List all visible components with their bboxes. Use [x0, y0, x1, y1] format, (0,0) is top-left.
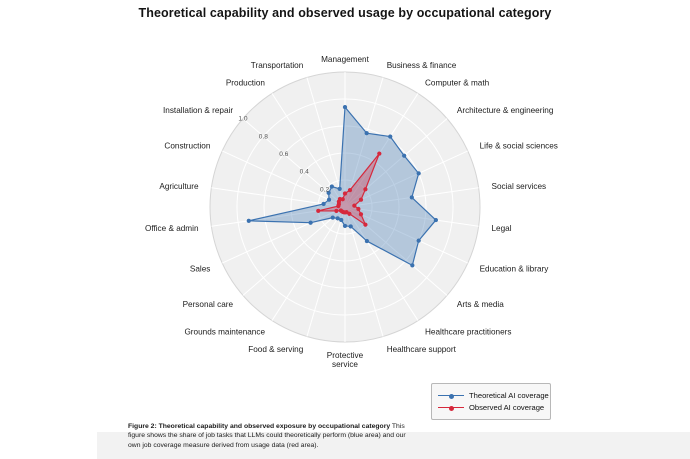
axis-label-production: Production: [225, 78, 265, 88]
axis-label-food-serving: Food & serving: [248, 345, 304, 354]
figure-caption: [128, 422, 418, 450]
axis-label-transportation: Transportation: [250, 61, 304, 70]
svg-text:0.4: 0.4: [299, 168, 309, 176]
axis-label-healthcare-practitioners: Healthcare practitioners: [425, 327, 512, 337]
axis-label-life-social-sciences: Life & social sciences: [479, 141, 558, 151]
legend-swatch-theoretical: [438, 392, 464, 400]
axis-label-personal-care: Personal care: [182, 299, 234, 309]
axis-label-architecture-engineering: Architecture & engineering: [456, 106, 554, 116]
legend-label-theoretical: Theoretical AI coverage: [469, 391, 549, 400]
radar-svg: [0, 26, 690, 416]
svg-text:0.2: 0.2: [320, 186, 330, 194]
svg-text:0.8: 0.8: [258, 133, 268, 141]
radar-chart: [0, 26, 690, 416]
legend-swatch-observed: [438, 404, 464, 412]
legend-item-observed: [438, 402, 544, 413]
svg-text:0.6: 0.6: [279, 150, 289, 158]
legend-item-theoretical: [438, 390, 549, 401]
axis-label-agriculture: Agriculture: [159, 181, 199, 191]
axis-label-computer-math: Computer & math: [425, 78, 490, 88]
axis-label-education-library: Education & library: [479, 264, 549, 274]
axis-label-office-admin: Office & admin: [144, 224, 199, 234]
axis-label-healthcare-support: Healthcare support: [386, 345, 456, 354]
axis-label-protective-service: Protective service: [326, 351, 364, 369]
axis-label-construction: Construction: [164, 141, 211, 151]
axis-label-grounds-maintenance: Grounds maintenance: [184, 327, 265, 337]
caption-bold: Figure 2: Theoretical capability and observed exposure by occupational category: [128, 423, 391, 430]
axis-label-legal: Legal: [491, 224, 512, 234]
axis-label-sales: Sales: [189, 264, 211, 274]
axis-label-management: Management: [321, 55, 369, 64]
axis-label-social-services: Social services: [491, 181, 547, 191]
legend-label-observed: Observed AI coverage: [469, 403, 545, 412]
chart-legend: [431, 383, 551, 420]
svg-text:1.0: 1.0: [238, 115, 248, 123]
axis-label-business-finance: Business & finance: [386, 61, 457, 70]
caption-text: This figure shows the share of job tasks that LLMs could theoretically perform (blue area) and our own job coverage measure derived from usage data (red area).: [128, 423, 406, 449]
axis-label-arts-media: Arts & media: [456, 299, 504, 309]
page-title: Theoretical capability and observed usage by occupational category: [138, 6, 552, 20]
axis-label-installation-repair: Installation & repair: [163, 106, 234, 116]
